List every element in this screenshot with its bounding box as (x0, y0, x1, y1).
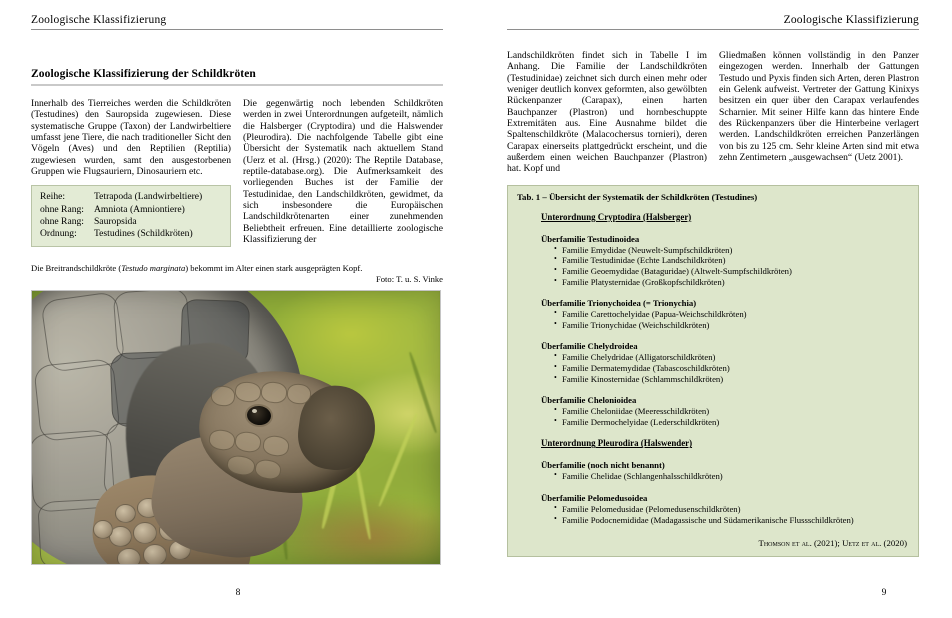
taxonomy-taxon: Sauropsida (93, 215, 137, 227)
list-item: • Familie Dermochelyidae (Lederschildkröten) (554, 417, 909, 428)
caption-text-before: Die Breitrandschildkröte ( (31, 263, 122, 274)
superfamily-heading-pelomedusoidea: Überfamilie Pelomedusoidea (541, 492, 648, 503)
taxonomy-taxon: Testudines (Schildkröten) (93, 228, 193, 240)
list-item: • Familie Pelomedusidae (Pelomedusenschildkröten) (554, 504, 909, 515)
list-item: • Familie Emydidae (Neuwelt-Sumpfschildkröten) (554, 245, 909, 256)
page-number-left: 8 (235, 588, 241, 598)
list-item: • Familie Geoemydidae (Bataguridae) (Altwelt-Sumpfschildkröten) (554, 266, 909, 277)
systematics-table-box (507, 185, 919, 557)
taxonomy-rank: Reihe: (40, 191, 66, 203)
section-title: Zoologische Klassifizierung der Schildkröten (31, 68, 256, 80)
page9-column-2 (719, 50, 919, 175)
subordo-heading-pleurodira: Unterordnung Pleurodira (Halswender) (541, 438, 693, 449)
taxonomy-rank: ohne Rang: (40, 215, 84, 227)
superfamily-heading-chelonioidea: Überfamilie Chelonioidea (541, 395, 637, 406)
header-rule-left (31, 29, 443, 30)
page-right (476, 0, 952, 618)
tortoise-photo (31, 290, 441, 565)
superfamily-heading-testudinoidea: Überfamilie Testudinoidea (541, 233, 640, 244)
page8-column-1 (31, 98, 231, 247)
list-item: • Familie Dermatemydidae (Tabascoschildkröten) (554, 363, 909, 374)
photo-border (31, 290, 441, 565)
figure-caption (31, 263, 443, 273)
page9-paragraph-2: Gliedmaßen können vollständig in den Panzer eingezogen werden. Innerhalb der Gattungen Testudo und Pyxis finden sich Arten, deren Plastron ein Gelenk aufweist. Vertreter der Gattung Kinixys besitzen ein quer über den Carapax verlaufendes Scharnier. Mit seiner Hilfe kann das hintere Ende des Rückenpanzers über die Hinterbeine verlagert werden. Landschildkröten erreichen Panzerlängen von bis zu 125 cm. Sehr kleine Arten sind mit etwa zehn Zentimetern „ausgewachsen“ (Uetz 2001). (719, 50, 919, 164)
superfamily-heading-chelydroidea: Überfamilie Chelydroidea (541, 341, 638, 352)
page9-column-1 (507, 50, 707, 175)
taxonomy-taxon: Tetrapoda (Landwirbeltiere) (93, 191, 203, 203)
figure-credit: Foto: T. u. S. Vinke (375, 273, 443, 284)
table-row (40, 191, 202, 203)
family-list-testudinoidea (541, 245, 909, 287)
superfamily-heading-trionychoidea: Überfamilie Trionychoidea (= Trionychia) (541, 298, 697, 309)
list-item: • Familie Podocnemididae (Madagassische und Südamerikanische Flussschildkröten) (554, 515, 909, 526)
family-list-chelydroidea (541, 352, 909, 384)
section-title-rule (31, 84, 443, 86)
family-list-pelomedusoidea (541, 504, 909, 525)
table-caption: Tab. 1 – Übersicht der Systematik der Schildkröten (Testudines) (517, 191, 758, 202)
caption-species-name: Testudo marginata (121, 263, 186, 274)
family-list-trionychoidea (541, 309, 909, 330)
page9-columns (507, 50, 919, 175)
list-item: • Familie Carettochelyidae (Papua-Weichschildkröten) (554, 309, 909, 320)
table-body (517, 212, 909, 525)
running-head-right: Zoologische Klassifizierung (783, 14, 919, 26)
family-list-unnamed (541, 471, 909, 482)
list-item: • Familie Kinosternidae (Schlammschildkröten) (554, 374, 909, 385)
page-number-right: 9 (881, 588, 887, 598)
family-list-chelonioidea (541, 406, 909, 427)
taxonomy-table (40, 191, 202, 240)
running-head-left: Zoologische Klassifizierung (31, 14, 167, 26)
taxonomy-box (31, 185, 231, 247)
table-row (40, 204, 202, 216)
superfamily-heading-unnamed: Überfamilie (noch nicht benannt) (541, 460, 665, 471)
taxonomy-rank: Ordnung: (40, 228, 77, 240)
header-rule-right (507, 29, 919, 30)
page8-columns (31, 98, 443, 247)
table-row (40, 216, 202, 228)
figure-tortoise (31, 263, 443, 565)
list-item: • Familie Testudinidae (Echte Landschildkröten) (554, 255, 909, 266)
list-item: • Familie Trionychidae (Weichschildkröten) (554, 320, 909, 331)
list-item: • Familie Chelidae (Schlangenhalsschildkröten) (554, 471, 909, 482)
taxonomy-taxon: Amniota (Amniontiere) (93, 203, 185, 215)
list-item: • Familie Platysternidae (Großkopfschildkröten) (554, 277, 909, 288)
page8-paragraph-1: Innerhalb des Tierreiches werden die Schildkröten (Testudines) den Sauropsida zugewiesen. Diese systematische Gruppe (Taxon) der Landwirbeltiere umfasst jene Tiere, die nach traditioneller Sicht den Vögeln (Aves) und den Reptilien (Reptilia) zugewiesen wurden, samt den ausgestorbenen Gruppen wie Flugsauriern, Dinosauriern etc. (31, 98, 231, 178)
caption-text-after: ) bekommt im Alter einen stark ausgeprägten Kopf. (185, 263, 363, 274)
subordo-heading-cryptodira: Unterordnung Cryptodira (Halsberger) (541, 211, 692, 222)
list-item: • Familie Cheloniidae (Meeresschildkröten) (554, 406, 909, 417)
table-source-citation: Thomson et al. (2021); Uetz et al. (2020) (758, 538, 907, 549)
list-item: • Familie Chelydridae (Alligatorschildkröten) (554, 352, 909, 363)
taxonomy-rank: ohne Rang: (40, 203, 84, 215)
page9-paragraph-1: Landschildkröten findet sich in Tabelle I im Anhang. Die Familie der Landschildkröten (Testudinidae) zeichnet sich durch einen mehr oder weniger deutlich konvex geformten, also gewölbten Rückenpanzer (Carapax), einen harten Bauchpanzer (Plastron) und hornbeschuppte Extremitäten aus. Eine Ausnahme bildet die Spaltenschildkröte (Malacochersus tornieri), deren Carapax einerseits plattgedrückt erscheint, und die außerdem einen weichen Bauchpanzer (Plastron) hat. Kopf und (507, 50, 707, 175)
page8-paragraph-2: Die gegenwärtig noch lebenden Schildkröten werden in zwei Unterordnungen aufgeteilt, nämlich die Halsberger (Cryptodira) und die Halswender (Pleurodira). Die nachfolgende Tabelle gibt eine Übersicht der Systematik nach aktuellem Stand (Uerz et al. (Hrsg.) (2020): The Reptile Database, reptile-database.org). Die Aufmerksamkeit des vorliegenden Buches ist der Familie der Testudinidae, den Landschildkröten, gewidmet, da sich insbesondere die Europäischen Landschildkrötenarten einer zunehmenden Beliebtheit erfreuen. Eine detaillierte zoologische Klassifizierung der (243, 98, 443, 246)
page8-column-2 (243, 98, 443, 247)
table-row (40, 228, 202, 240)
